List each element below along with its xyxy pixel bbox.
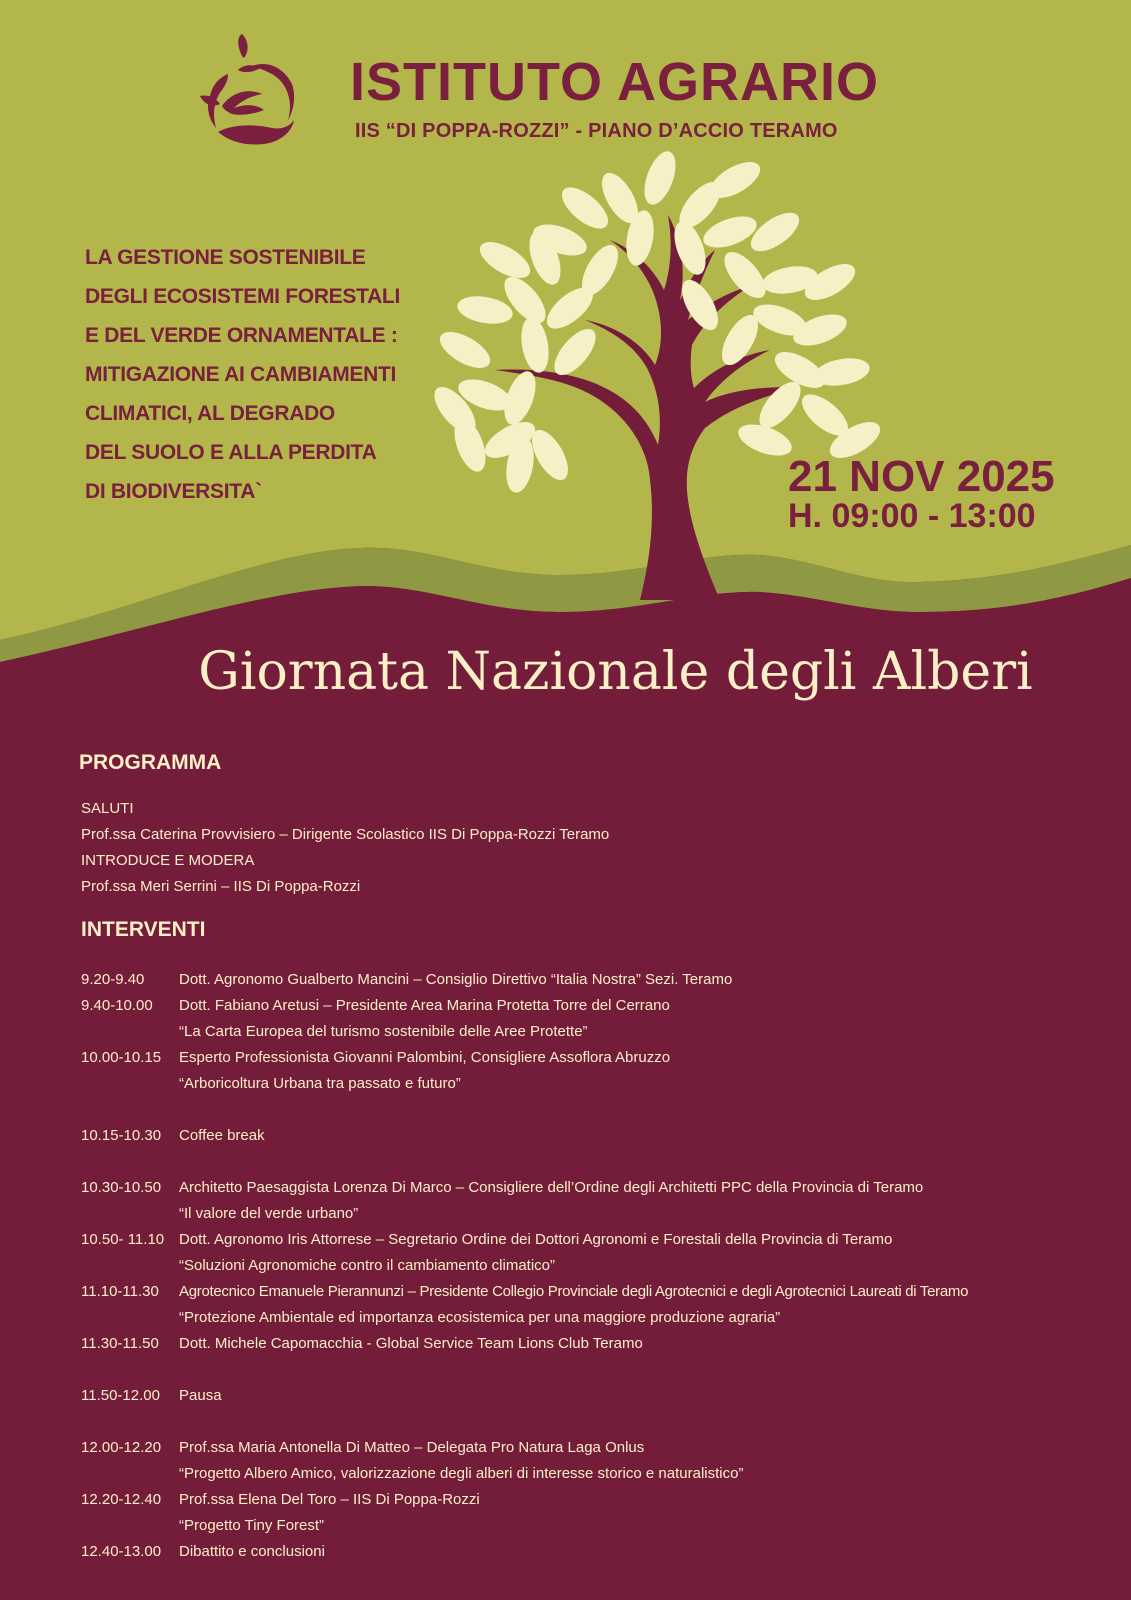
programma-line: Prof.ssa Meri Serrini – IIS Di Poppa-Rozzi <box>81 878 361 895</box>
schedule-text: Dott. Agronomo Iris Attorrese – Segretario Ordine dei Dottori Agronomi e Forestali della Provincia di Teramo <box>179 1231 893 1248</box>
institute-title: ISTITUTO AGRARIO <box>350 52 879 112</box>
theme-line: E DEL VERDE ORNAMENTALE : <box>85 324 398 347</box>
schedule-text: Prof.ssa Elena Del Toro – IIS Di Poppa-Rozzi <box>179 1491 480 1508</box>
schedule-text: Pausa <box>179 1387 222 1404</box>
schedule-text: Dott. Michele Capomacchia - Global Service Team Lions Club Teramo <box>179 1335 643 1352</box>
schedule-text: “Arboricoltura Urbana tra passato e futuro” <box>179 1075 461 1092</box>
schedule-text: Coffee break <box>179 1127 265 1144</box>
schedule-row <box>81 1175 1121 1227</box>
programma-line: SALUTI <box>81 800 134 817</box>
theme-line: DEGLI ECOSISTEMI FORESTALI <box>85 285 400 308</box>
schedule-time: 10.30-10.50 <box>81 1179 162 1196</box>
schedule-row <box>81 1383 1121 1409</box>
programma-heading: PROGRAMMA <box>79 751 222 774</box>
schedule-text: Dott. Agronomo Gualberto Mancini – Consiglio Direttivo “Italia Nostra” Sezi. Teramo <box>179 971 733 988</box>
schedule-time: 11.30-11.50 <box>81 1335 159 1352</box>
schedule-row <box>81 1123 1121 1149</box>
schedule-text: Esperto Professionista Giovanni Palombini, Consigliere Assoflora Abruzzo <box>179 1049 671 1066</box>
interventi-heading: INTERVENTI <box>81 918 206 941</box>
programma-line: INTRODUCE E MODERA <box>81 852 255 869</box>
theme-line: LA GESTIONE SOSTENIBILE <box>85 246 366 269</box>
theme-line: DEL SUOLO E ALLA PERDITA <box>85 441 377 464</box>
schedule-text: “Il valore del verde urbano” <box>179 1205 359 1222</box>
schedule-time: 12.00-12.20 <box>81 1439 162 1456</box>
schedule-text: “Progetto Tiny Forest” <box>179 1517 325 1534</box>
schedule-text: Dott. Fabiano Aretusi – Presidente Area Marina Protetta Torre del Cerrano <box>179 997 670 1014</box>
event-title: Giornata Nazionale degli Alberi <box>198 642 1033 702</box>
schedule-row <box>81 967 1121 993</box>
schedule-row <box>81 1487 1121 1539</box>
schedule-text: “La Carta Europea del turismo sostenibile delle Aree Protette” <box>179 1023 588 1040</box>
programma-line: Prof.ssa Caterina Provvisiero – Dirigente Scolastico IIS Di Poppa-Rozzi Teramo <box>81 826 610 843</box>
event-date: 21 NOV 2025 <box>788 452 1055 501</box>
schedule-time: 9.20-9.40 <box>81 971 145 988</box>
schedule-text: Prof.ssa Maria Antonella Di Matteo – Delegata Pro Natura Laga Onlus <box>179 1439 645 1456</box>
schedule-row <box>81 1435 1121 1487</box>
schedule-text: Architetto Paesaggista Lorenza Di Marco – Consigliere dell’Ordine degli Architetti PPC della Provincia di Teramo <box>179 1179 924 1196</box>
school-logo <box>198 34 302 146</box>
schedule-row <box>81 1279 1121 1331</box>
schedule-time: 10.15-10.30 <box>81 1127 162 1144</box>
theme-line: MITIGAZIONE AI CAMBIAMENTI <box>85 363 397 386</box>
schedule-row <box>81 993 1121 1045</box>
schedule-time: 12.40-13.00 <box>81 1543 162 1560</box>
theme-line: DI BIODIVERSITA` <box>85 480 262 503</box>
schedule-row <box>81 1331 1121 1357</box>
schedule-time: 10.00-10.15 <box>81 1049 162 1066</box>
schedule-time: 11.50-12.00 <box>81 1387 160 1404</box>
schedule-text: “Soluzioni Agronomiche contro il cambiamento climatico” <box>179 1257 555 1274</box>
schedule-row <box>81 1227 1121 1279</box>
schedule-text: “Progetto Albero Amico, valorizzazione degli alberi di interesse storico e naturalistico” <box>179 1465 744 1482</box>
leaf-hand-logo-icon <box>198 34 302 146</box>
schedule-text: Agrotecnico Emanuele Pierannunzi – Presidente Collegio Provinciale degli Agrotecnici e degli Agrotecnici Laureati di Teramo <box>179 1283 969 1300</box>
schedule-time: 10.50- 11.10 <box>81 1231 165 1248</box>
event-time: H. 09:00 - 13:00 <box>788 497 1036 535</box>
schedule-time: 12.20-12.40 <box>81 1491 162 1508</box>
schedule-row <box>81 1539 1121 1565</box>
schedule-text: Dibattito e conclusioni <box>179 1543 325 1560</box>
conference-theme <box>85 238 465 511</box>
schedule-time: 11.10-11.30 <box>81 1283 159 1300</box>
institute-subtitle: IIS “DI POPPA-ROZZI” - PIANO D’ACCIO TERAMO <box>355 120 838 142</box>
schedule-row <box>81 1045 1121 1097</box>
interventi-schedule <box>81 967 1121 1565</box>
theme-line: CLIMATICI, AL DEGRADO <box>85 402 335 425</box>
schedule-time: 9.40-10.00 <box>81 997 153 1014</box>
schedule-text: “Protezione Ambientale ed importanza ecosistemica per una maggiore produzione agraria” <box>179 1309 781 1326</box>
programma-list <box>81 796 781 900</box>
